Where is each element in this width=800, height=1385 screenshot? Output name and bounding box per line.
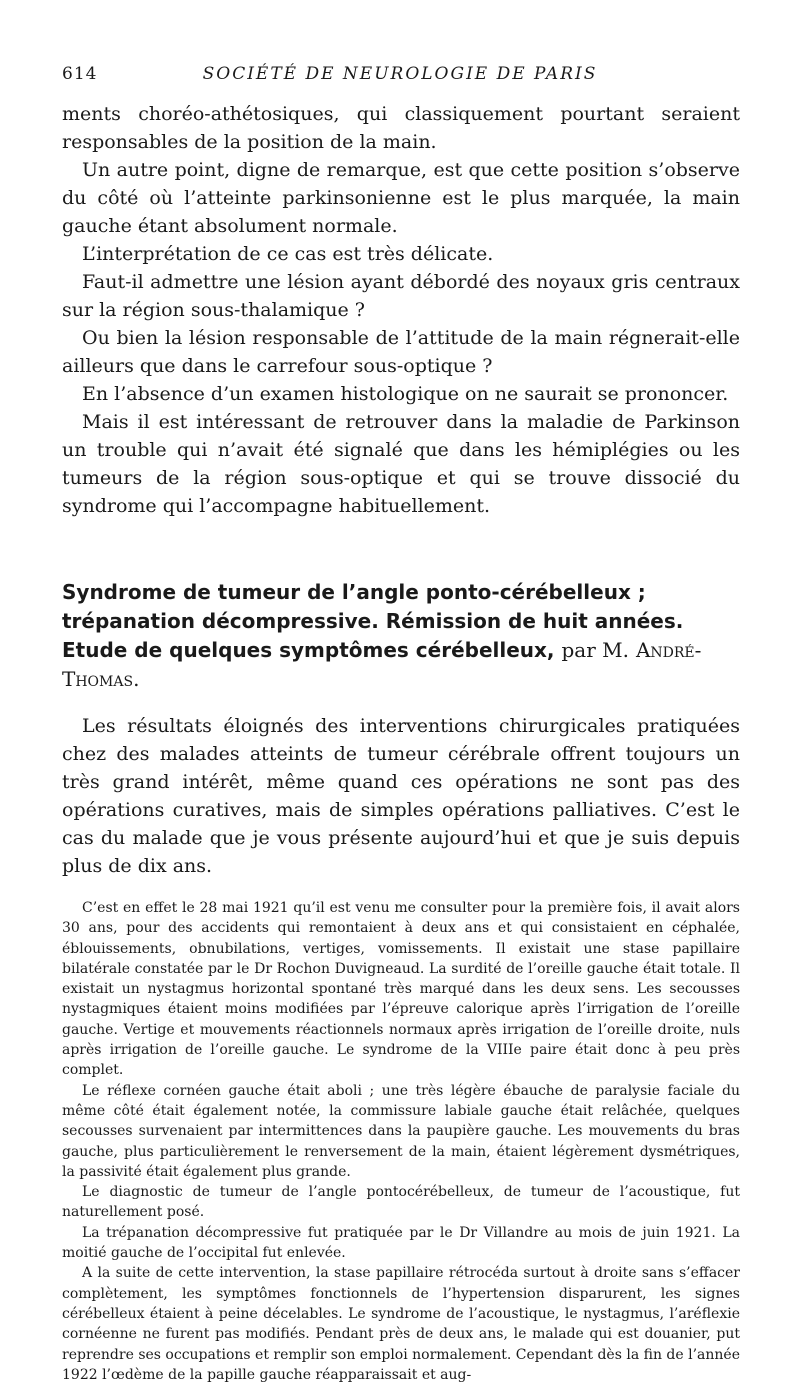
running-head	[62, 64, 738, 90]
paragraph: Mais il est intéressant de retrouver dans la maladie de Parkinson un trouble qui n’avait été signalé que dans les hémiplégies ou les tumeurs de la région sous-optique et qui se trouve dissocié du syndrome qui l’accompagne habituellement.	[62, 411, 740, 517]
paragraph: L’interprétation de ce cas est très délicate.	[82, 243, 494, 265]
paragraph: En l’absence d’un examen histologique on ne saurait se prononcer.	[82, 383, 729, 405]
previous-article-end	[62, 100, 740, 520]
small-paragraph: C’est en effet le 28 mai 1921 qu’il est venu me consulter pour la première fois, il avait alors 30 ans, pour des accidents qui remontaient à deux ans et qui consistaient en céphalée, éblouissements, obnubilations, vertiges, vomissements. Il existait une stase papillaire bilatérale constatée par le Dr Rochon Duvigneaud. La surdité de l’oreille gauche était totale. Il existait un nystagmus horizontal spontané très marqué dans les deux sens. Les secousses nystagmiques étaient moins modifiées par l’épreuve calorique après l’irrigation de l’oreille gauche. Vertige et mouvements réactionnels normaux après irrigation de l’oreille droite, nuls après irrigation de l’oreille gauche. Le syndrome de la VIIIe paire était donc à peu près complet.	[62, 900, 740, 1079]
paragraph: Un autre point, digne de remarque, est que cette position s’observe du côté où l’atteinte parkinsonienne est le plus marquée, la main gauche étant absolument normale.	[62, 159, 740, 237]
section-author: André-Thomas.	[62, 638, 702, 691]
case-report	[62, 898, 740, 1385]
paragraph: ments choréo-athétosiques, qui classiquement pourtant seraient responsables de la position de la main.	[62, 103, 740, 153]
page-number: 614	[62, 64, 98, 84]
small-paragraph: La trépanation décompressive fut pratiquée par le Dr Villandre au mois de juin 1921. La moitié gauche de l’occipital fut enlevée.	[62, 1224, 740, 1262]
article-body	[62, 100, 740, 1385]
small-paragraph: A la suite de cette intervention, la stase papillaire rétrocéda surtout à droite sans s’effacer complètement, les symptômes fonctionnels de l’hypertension disparurent, les signes cérébelleux étaient à peine décelables. Le syndrome de l’acoustique, le nystagmus, l’aréflexie cornéenne ne furent pas modifiés. Pendant près de deux ans, le malade qui est douanier, put reprendre ses occupations et remplir son emploi normalement. Cependant dès la fin de l’année 1922 l’œdème de la papille gauche réapparaissait et aug-	[62, 1265, 740, 1383]
paragraph: Ou bien la lésion responsable de l’attitude de la main régnerait-elle ailleurs que dans le carrefour sous-optique ?	[62, 327, 740, 377]
intro-paragraph: Les résultats éloignés des interventions chirurgicales pratiquées chez des malades atteints de tumeur cérébrale offrent toujours un très grand intérêt, même quand ces opérations ne sont pas des opérations curatives, mais de simples opérations palliatives. C’est le cas du malade que je vous présente aujourd’hui et que je suis depuis plus de dix ans.	[62, 715, 740, 877]
paragraph: Faut-il admettre une lésion ayant débordé des noyaux gris centraux sur la région sous-thalamique ?	[62, 271, 740, 321]
section-by: par M.	[561, 638, 629, 662]
small-paragraph: Le réflexe cornéen gauche était aboli ; une très légère ébauche de paralysie faciale du même côté était également notée, la commissure labiale gauche était relâchée, quelques secousses survenaient par intermittences dans la paupière gauche. Les mouvements du bras gauche, plus particulièrement le renversement de la main, étaient légèrement dysmétriques, la passivité était également plus grande.	[62, 1082, 740, 1180]
journal-title: SOCIÉTÉ DE NEUROLOGIE DE PARIS	[202, 64, 598, 84]
section-title-text: Syndrome de tumeur de l’angle ponto-cérébelleux ; trépanation décompressive. Rémission de huit années. Etude de quelques symptômes cérébelleux,	[62, 580, 684, 662]
section-title	[62, 578, 740, 694]
intro	[62, 712, 740, 880]
small-paragraph: Le diagnostic de tumeur de l’angle pontocérébelleux, de tumeur de l’acoustique, fut naturellement posé.	[62, 1184, 740, 1221]
